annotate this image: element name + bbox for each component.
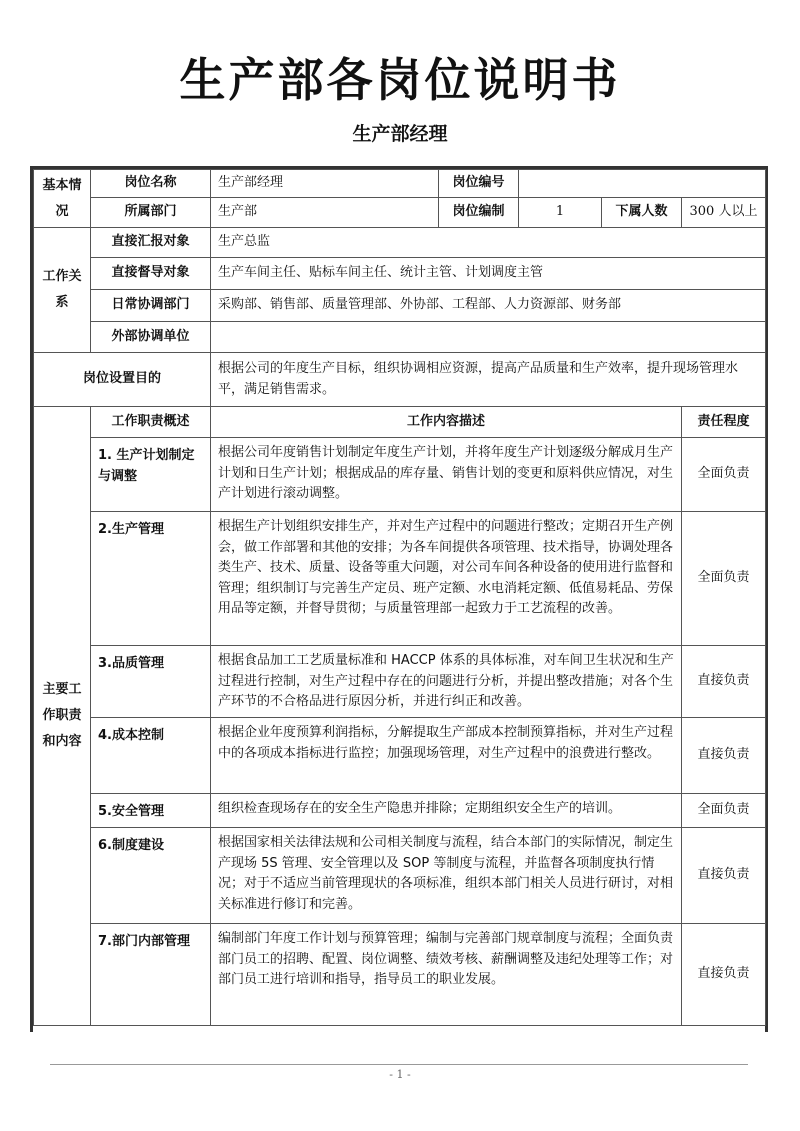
document-subtitle: 生产部经理 (352, 123, 448, 145)
relation-label: 直接汇报对象 (91, 228, 211, 258)
department-label: 所属部门 (91, 198, 211, 228)
purpose-label: 岗位设置目的 (34, 353, 211, 407)
position-name-label: 岗位名称 (91, 170, 211, 198)
duty-responsibility-level: 直接负责 (682, 646, 766, 718)
document-title: 生产部各岗位说明书 (179, 53, 621, 107)
headcount-label: 岗位编制 (439, 198, 519, 228)
duty-description: 根据国家相关法律法规和公司相关制度与流程，结合本部门的实际情况，制定生产现场 5S 管理、安全管理以及 SOP 等制度与流程，并监督各项制度执行情况；对于不适应当前管理现状的各项标准，组织本部门相关人员进行研讨，对相关标准进行修订和完善。 (211, 828, 682, 924)
position-code-label: 岗位编号 (439, 170, 519, 198)
duties-header-description: 工作内容描述 (211, 407, 682, 438)
relation-value (211, 322, 766, 353)
purpose-text: 根据公司的年度生产目标，组织协调相应资源，提高产品质量和生产效率，提升现场管理水平，满足销售需求。 (211, 353, 766, 407)
job-description-table (33, 169, 766, 1026)
duty-description: 根据食品加工工艺质量标准和 HACCP 体系的具体标准，对车间卫生状况和生产过程进行控制，对生产过程中存在的问题进行分析，并提出整改措施；对各个生产环节的不合格品进行原因分析，并进行纠正和改善。 (211, 646, 682, 718)
basic-info-section-label: 基本情况 (34, 170, 91, 228)
footer-divider (50, 1064, 748, 1065)
subordinates-value: 300 人以上 (682, 198, 766, 228)
duty-responsibility-level: 全面负责 (682, 438, 766, 512)
relation-value: 采购部、销售部、质量管理部、外协部、工程部、人力资源部、财务部 (211, 290, 766, 322)
duties-section-label: 主要工作职责和内容 (34, 407, 91, 1026)
subordinates-label: 下属人数 (602, 198, 682, 228)
duty-responsibility-level: 全面负责 (682, 512, 766, 646)
duties-header-summary: 工作职责概述 (91, 407, 211, 438)
duty-description: 根据公司年度销售计划制定年度生产计划，并将年度生产计划逐级分解成月生产计划和日生产计划；根据成品的库存量、销售计划的变更和原料供应情况，对生产计划进行滚动调整。 (211, 438, 682, 512)
duty-title: 2.生产管理 (91, 512, 211, 646)
relation-label: 外部协调单位 (91, 322, 211, 353)
relation-value: 生产车间主任、贴标车间主任、统计主管、计划调度主管 (211, 258, 766, 290)
duty-responsibility-level: 直接负责 (682, 828, 766, 924)
headcount-value: 1 (519, 198, 602, 228)
duty-title: 5.安全管理 (91, 794, 211, 828)
duty-description: 根据生产计划组织安排生产，并对生产过程中的问题进行整改；定期召开生产例会，做工作部署和其他的安排；为各车间提供各项管理、技术指导，协调处理各类生产、技术、质量、设备等重大问题，对公司车间各种设备的使用进行监督和管理；组织制订与完善生产定员、班产定额、水电消耗定额、低值易耗品、劳保用品等定额，并督导贯彻；与质量管理部一起致力于工艺流程的改善。 (211, 512, 682, 646)
duty-description: 组织检查现场存在的安全生产隐患并排除；定期组织安全生产的培训。 (211, 794, 682, 828)
duty-responsibility-level: 全面负责 (682, 794, 766, 828)
relation-value: 生产总监 (211, 228, 766, 258)
duty-description: 根据企业年度预算利润指标，分解提取生产部成本控制预算指标，并对生产过程中的各项成本指标进行监控；加强现场管理，对生产过程中的浪费进行整改。 (211, 718, 682, 794)
duty-title: 4.成本控制 (91, 718, 211, 794)
duty-title: 7.部门内部管理 (91, 924, 211, 1026)
position-code-value (519, 170, 766, 198)
duties-header-responsibility: 责任程度 (682, 407, 766, 438)
page-number: - 1 - (389, 1068, 411, 1081)
duty-title: 6.制度建设 (91, 828, 211, 924)
relations-section-label: 工作关系 (34, 228, 91, 353)
duty-description: 编制部门年度工作计划与预算管理；编制与完善部门规章制度与流程；全面负责部门员工的招聘、配置、岗位调整、绩效考核、薪酬调整及违纪处理等工作；对部门员工进行培训和指导，指导员工的职业发展。 (211, 924, 682, 1026)
duty-title: 3.品质管理 (91, 646, 211, 718)
duty-responsibility-level: 直接负责 (682, 924, 766, 1026)
duty-responsibility-level: 直接负责 (682, 718, 766, 794)
duty-title: 1. 生产计划制定与调整 (91, 438, 211, 512)
position-name-value: 生产部经理 (211, 170, 439, 198)
relation-label: 直接督导对象 (91, 258, 211, 290)
relation-label: 日常协调部门 (91, 290, 211, 322)
department-value: 生产部 (211, 198, 439, 228)
